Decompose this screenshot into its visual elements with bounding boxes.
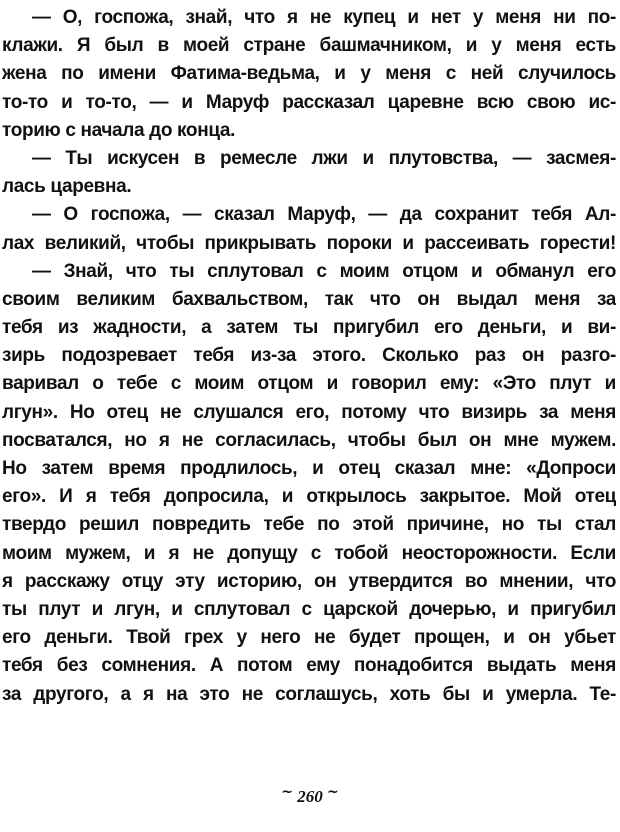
text-line: посватался, но я не согласилась, чтобы был он мне мужем.	[2, 429, 616, 451]
text-line: — Знай, что ты сплутовал с моим отцом и обманул его	[32, 260, 616, 282]
text-line: ты плут и лгун, и сплутовал с царской дочерью, и пригубил	[2, 598, 616, 620]
text-line: — Ты искусен в ремесле лжи и плутовства, — засмея-	[32, 147, 616, 169]
text-line: торию с начала до конца.	[2, 119, 236, 141]
page-number: 260	[297, 787, 323, 806]
body-text	[2, 4, 616, 709]
text-line: то-то и то-то, — и Маруф рассказал царевне всю свою ис-	[2, 91, 616, 113]
text-line: его». И я тебя допросила, и открылось закрытое. Мой отец	[2, 486, 616, 508]
text-line: тебя без сомнения. А потом ему понадобится выдать меня	[2, 655, 616, 677]
text-line: Но затем время продлилось, и отец сказал мне: «Допроси	[2, 458, 616, 479]
text-line: зирь подозревает тебя из-за этого. Сколько раз он разго-	[2, 345, 616, 367]
text-line: твердо решил повредить тебе по этой причине, но ты стал	[2, 514, 616, 536]
page-number-right-mark: ~	[327, 784, 339, 800]
text-line: жена по имени Фатима-ведьма, и у меня с ней случилось	[2, 63, 616, 85]
text-line: варивал о тебе с моим отцом и говорил ему: «Это плут и	[2, 373, 616, 395]
text-line: — О госпожа, — сказал Маруф, — да сохранит тебя Ал-	[32, 204, 616, 226]
text-line: лась царевна.	[2, 176, 132, 198]
page-number-left-mark: ~	[281, 784, 293, 800]
text-line: тебя из жадности, а затем ты пригубил его деньги, и ви-	[2, 317, 616, 339]
text-line: моим мужем, и я не допущу с тобой неосторожности. Если	[2, 542, 616, 564]
text-line: лах великий, чтобы прикрывать пороки и рассеивать горести!	[2, 232, 616, 254]
text-line: своим великим бахвальством, так что он выдал меня за	[2, 288, 616, 310]
text-line: его деньги. Твой грех у него не будет прощен, и он убьет	[2, 627, 616, 649]
text-line: за другого, а я на это не соглашусь, хоть бы и умерла. Те-	[2, 683, 616, 705]
page-footer	[0, 784, 620, 807]
text-line: я расскажу отцу эту историю, он утвердится во мнении, что	[2, 570, 616, 592]
text-line: — О, госпожа, знай, что я не купец и нет у меня ни по-	[32, 7, 616, 28]
text-line: лгун». Но отец не слушался его, потому что визирь за меня	[2, 401, 616, 423]
text-line: клажи. Я был в моей стране башмачником, и у меня есть	[2, 35, 616, 57]
